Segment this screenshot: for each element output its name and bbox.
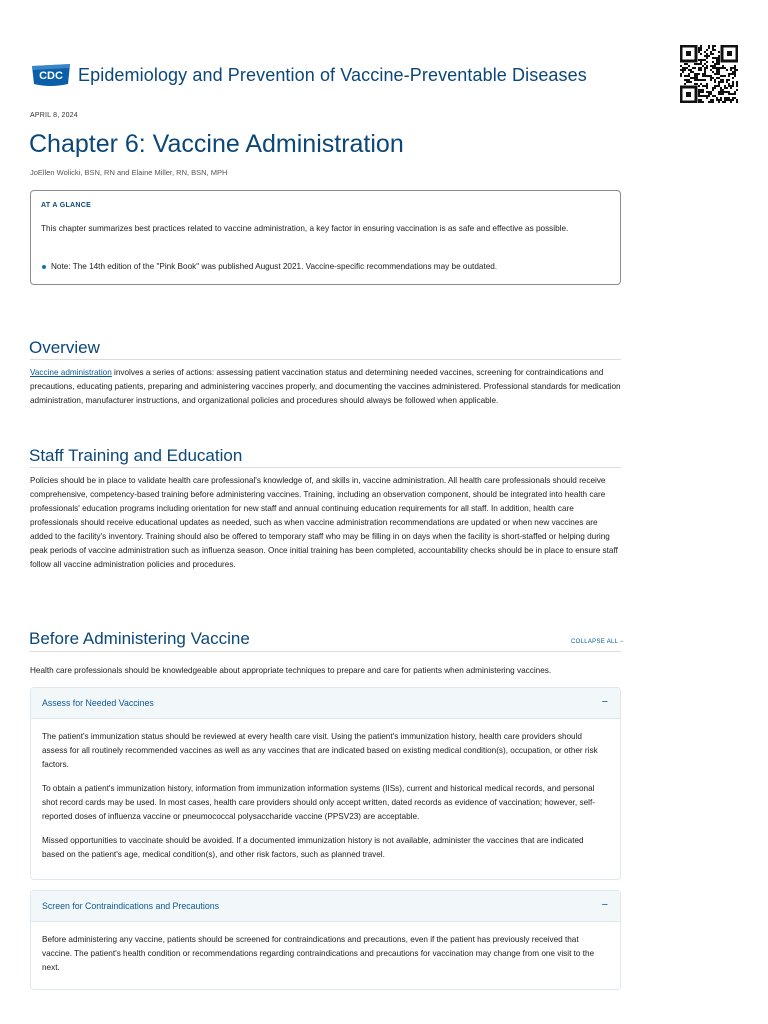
accordion-paragraph: To obtain a patient's immunization history, information from immunization information systems (IISs), current and historical medical records, and personal shot record cards may be used. In most cases, health care providers should only accept written, dated records as evidence of vaccination; however, self-reported doses of influenza vaccine or pneumococcal polysaccharide vaccine (PPSV23) are acceptable. [42, 784, 595, 821]
qr-code-icon [680, 45, 738, 103]
accordion-paragraph: Missed opportunities to vaccinate should be avoided. If a documented immunization history is not available, administer the vaccines that are indicated based on the patient's age, medical condition(s), and other risk factors, such as planned travel. [42, 836, 584, 859]
staff-training-divider [30, 467, 621, 468]
accordion-title: Assess for Needed Vaccines [42, 698, 154, 708]
collapse-all-button[interactable] [571, 639, 624, 645]
vaccine-administration-link[interactable]: Vaccine administration [30, 368, 112, 377]
collapse-all-icon: − [620, 639, 624, 645]
accordion-paragraph: The patient's immunization status should be reviewed at every health care visit. Using the patient's immunization history, health care providers should assess for all routinely recommended vaccines as well as any vaccines that are indicated based on existing medical condition(s), occupation, or other risk factors. [42, 732, 598, 769]
staff-training-text: Policies should be in place to validate health care professional's knowledge of, and skills in, vaccine administration. All health care professionals should receive comprehensive, competency-based training before administering vaccines. Training, including an observation component, should be integrated into health care professionals' education programs including orientation for new staff and annual continuing education requirements for all staff. In addition, health care professionals should receive educational updates as needed, such as when vaccine administration recommendations are updated or when new vaccines are added to the facility's inventory. Training should also be offered to temporary staff who may be filling in on days when the facility is short-staffed or helping during peak periods of vaccine administration such as influenza season. Once initial training has been completed, accountability checks should be in place to ensure staff follow all vaccine administration policies and procedures. [30, 476, 618, 569]
at-a-glance-bullet [41, 261, 611, 273]
accordion-header[interactable] [31, 688, 620, 719]
overview-body: involves a series of actions: assessing patient vaccination status and determining needed vaccines, screening for contraindications and precautions, educating patients, preparing and administering vaccines properly, and documenting the vaccines administered. Professional standards for medication administration, manufacturer instructions, and organizational policies and procedures should always be followed when applicable. [30, 368, 621, 405]
before-administering-intro: Health care professionals should be knowledgeable about appropriate techniques to prepare and care for patients when administering vaccines. [30, 666, 552, 675]
at-a-glance-box [30, 190, 621, 285]
before-administering-heading: Before Administering Vaccine [29, 629, 250, 648]
site-title[interactable]: Epidemiology and Prevention of Vaccine-Preventable Diseases [78, 64, 587, 85]
staff-training-heading: Staff Training and Education [29, 446, 243, 465]
page-title: Chapter 6: Vaccine Administration [29, 130, 404, 158]
overview-divider [30, 359, 621, 360]
cdc-logo-text: CDC [39, 70, 63, 82]
accordion-paragraph: Before administering any vaccine, patients should be screened for contraindications and precautions, even if the patient has previously received that vaccine. The patient's health condition or recommendations regarding contraindications and precautions for vaccination may change from one visit to the next. [42, 935, 595, 972]
accordion-screen-contraindications [30, 890, 621, 990]
site-header [30, 62, 670, 88]
accordion-assess-needed-vaccines [30, 687, 621, 880]
collapse-icon[interactable]: − [601, 899, 608, 911]
before-administering-divider [30, 651, 621, 652]
at-a-glance-text: This chapter summarizes best practices related to vaccine administration, a key factor in ensuring vaccination is as safe and effective as possible. [41, 224, 569, 233]
accordion-header[interactable] [31, 891, 620, 922]
authors: JoEllen Wolicki, BSN, RN and Elaine Miller, RN, BSN, MPH [30, 168, 228, 177]
overview-heading: Overview [29, 338, 100, 357]
collapse-icon[interactable]: − [601, 696, 608, 708]
publish-date: APRIL 8, 2024 [30, 112, 78, 119]
collapse-all-label: COLLAPSE ALL [571, 639, 619, 645]
accordion-title: Screen for Contraindications and Precautions [42, 901, 220, 911]
overview-text [30, 366, 622, 408]
at-a-glance-bullet-text: Note: The 14th edition of the "Pink Book" was published August 2021. Vaccine-specific recommendations may be outdated. [51, 262, 498, 271]
cdc-logo-icon[interactable] [30, 62, 72, 88]
bullet-icon [42, 265, 46, 269]
at-a-glance-label: AT A GLANCE [41, 202, 92, 209]
